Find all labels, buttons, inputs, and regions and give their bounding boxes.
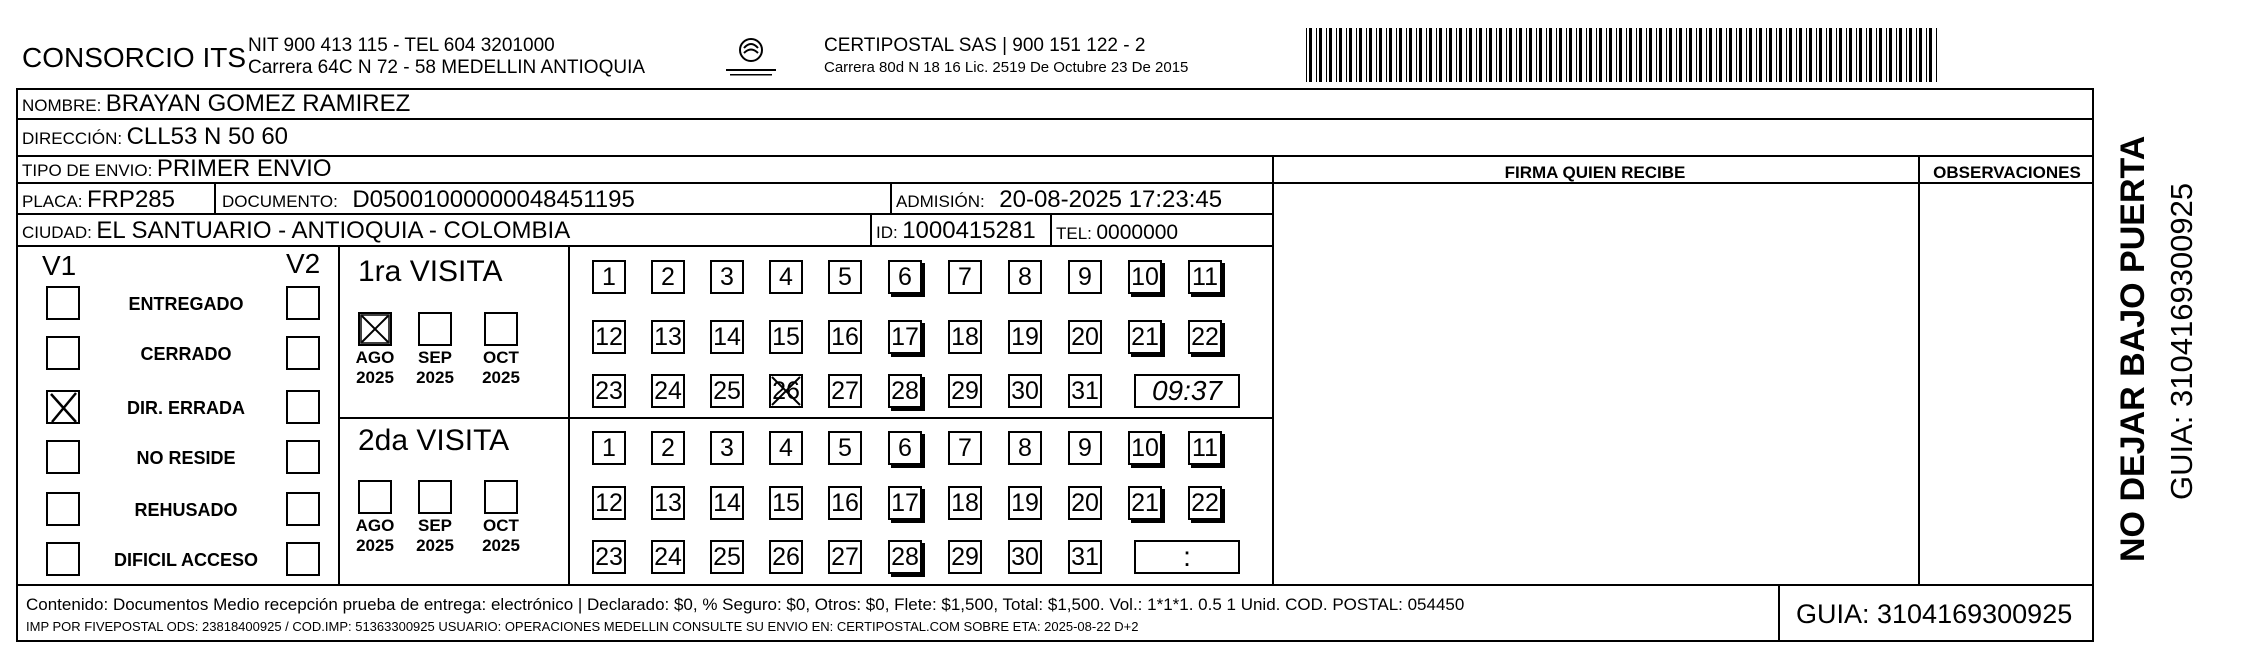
tel-row [1056,222,1178,243]
second-visit-day-box[interactable]: 26 [769,540,803,574]
company-line-1: NIT 900 413 115 - TEL 604 3201000 [248,35,555,56]
second-visit-time-box[interactable]: : [1134,540,1240,574]
direccion-label: DIRECCIÓN: [22,129,123,148]
first-visit-day-box[interactable]: 21 [1128,320,1162,354]
first-visit-day-box[interactable]: 30 [1008,374,1042,408]
v1-label: V1 [42,250,77,281]
first-visit-day-box[interactable]: 27 [828,374,862,408]
second-visit-day-box[interactable]: 15 [769,486,803,520]
first-visit-day-box[interactable]: 16 [828,320,862,354]
second-visit-day-box[interactable]: 13 [651,486,685,520]
v2-checkbox[interactable] [286,492,320,526]
side-warning: NO DEJAR BAJO PUERTA [2114,135,2152,562]
first-visit-day-box[interactable]: 24 [651,374,685,408]
v2-checkbox[interactable] [286,286,320,320]
admision-value: 20-08-2025 17:23:45 [999,186,1223,213]
second-visit-day-box[interactable]: 17 [888,486,922,520]
status-label: DIFICIL ACCESO [113,550,258,570]
first-visit-month-label: AGO 2025 [355,348,395,387]
first-visit-day-box[interactable]: 2 [651,260,685,294]
second-visit-day-box[interactable]: 27 [828,540,862,574]
first-visit-day-box[interactable]: 10 [1128,260,1162,294]
placa-label: PLACA: [22,192,83,211]
second-visit-day-box[interactable]: 2 [651,431,685,465]
ciudad-value: EL SANTUARIO - ANTIOQUIA - COLOMBIA [96,217,571,244]
tipo-label: TIPO DE ENVIO: [22,161,153,180]
footer-line-1: Contenido: Documentos Medio recepción prueba de entrega: electrónico | Declarado: $0, % Seguro: $0, Otros: $0, Flete: $1,500, Total: $1,500. Vol.: 1*1*1. 0.5 1 Unid. COD. POSTAL: 054450 [26,595,1465,614]
first-visit-day-box[interactable]: 20 [1068,320,1102,354]
first-visit-time-box[interactable]: 09:37 [1134,374,1240,408]
first-visit-title: 1ra VISITA [358,255,503,288]
first-visit-day-box[interactable]: 4 [769,260,803,294]
first-visit-day-box[interactable]: 26 [769,374,803,408]
second-visit-month-label: SEP 2025 [416,516,454,555]
first-visit-day-box[interactable]: 23 [592,374,626,408]
ciudad-label: CIUDAD: [22,223,92,242]
second-visit-day-box[interactable]: 6 [888,431,922,465]
v1-checkbox[interactable] [46,390,80,424]
second-visit-month-label: OCT 2025 [482,516,520,555]
second-visit-day-box[interactable]: 9 [1068,431,1102,465]
id-value: 1000415281 [902,217,1036,244]
second-visit-day-box[interactable]: 31 [1068,540,1102,574]
direccion-row [22,125,288,149]
first-visit-day-box[interactable]: 22 [1188,320,1222,354]
first-visit-month-label: OCT 2025 [482,348,520,387]
firma-header: FIRMA QUIEN RECIBE [1504,163,1686,182]
direccion-value: CLL53 N 50 60 [126,123,289,150]
documento-label: DOCUMENTO: [222,192,338,211]
second-visit-day-box[interactable]: 5 [828,431,862,465]
tipo-row [22,157,332,181]
tel-value: 0000000 [1096,221,1179,244]
v1-checkbox[interactable] [46,336,80,370]
first-visit-day-box[interactable]: 19 [1008,320,1042,354]
id-row [876,219,1036,243]
v1-checkbox[interactable] [46,542,80,576]
nombre-value: BRAYAN GOMEZ RAMIREZ [105,90,411,117]
x-mark-icon [46,390,80,424]
admision-label: ADMISIÓN: [896,192,985,211]
second-visit-day-box[interactable]: 30 [1008,540,1042,574]
x-mark-icon [358,312,392,346]
second-visit-day-box[interactable]: 18 [948,486,982,520]
first-visit-day-box[interactable]: 8 [1008,260,1042,294]
v1-checkbox[interactable] [46,440,80,474]
second-visit-day-box[interactable]: 16 [828,486,862,520]
id-label: ID: [876,223,898,242]
company-name: CONSORCIO ITS [22,42,247,73]
first-visit-day-box[interactable]: 17 [888,320,922,354]
documento-value: D05001000000048451195 [352,186,635,213]
second-visit-day-box[interactable]: 11 [1188,431,1222,465]
first-visit-day-box[interactable]: 28 [888,374,922,408]
status-label: ENTREGADO [128,294,244,314]
v2-checkbox[interactable] [286,390,320,424]
second-visit-title: 2da VISITA [358,424,510,457]
footer-line-2: IMP POR FIVEPOSTAL ODS: 23818400925 / COD.IMP: 51363300925 USUARIO: OPERACIONES MEDELLIN CONSULTE SU ENVIO EN: CERTIPOSTAL.COM SOBRE ETA: 2025-08-22 D+2 [26,619,1139,634]
second-visit-day-box[interactable]: 10 [1128,431,1162,465]
second-visit-day-box[interactable]: 25 [710,540,744,574]
status-label: CERRADO [140,344,232,364]
first-visit-day-box[interactable]: 31 [1068,374,1102,408]
documento-row [222,188,635,212]
second-visit-day-box[interactable]: 14 [710,486,744,520]
ciudad-row [22,219,570,243]
status-label: NO RESIDE [136,448,236,468]
observaciones-header: OBSERVACIONES [1933,163,2081,182]
first-visit-month-label: SEP 2025 [416,348,454,387]
first-visit-month-checkbox[interactable] [418,312,452,346]
second-visit-month-checkbox[interactable] [418,480,452,514]
second-visit-day-box[interactable]: 1 [592,431,626,465]
first-visit-day-box[interactable]: 12 [592,320,626,354]
first-visit-day-box[interactable]: 18 [948,320,982,354]
v2-checkbox[interactable] [286,336,320,370]
v2-checkbox[interactable] [286,440,320,474]
tipo-value: PRIMER ENVIO [156,155,332,182]
second-visit-day-box[interactable]: 29 [948,540,982,574]
barcode [1306,28,1942,82]
second-visit-day-box[interactable]: 28 [888,540,922,574]
first-visit-day-box[interactable]: 15 [769,320,803,354]
admision-row [896,188,1222,212]
second-visit-day-box[interactable]: 19 [1008,486,1042,520]
second-visit-day-box[interactable]: 4 [769,431,803,465]
second-visit-day-box[interactable]: 8 [1008,431,1042,465]
first-visit-day-box[interactable]: 29 [948,374,982,408]
second-visit-day-box[interactable]: 21 [1128,486,1162,520]
v1-checkbox[interactable] [46,286,80,320]
second-visit-month-checkbox[interactable] [484,480,518,514]
second-visit-day-box[interactable]: 24 [651,540,685,574]
first-visit-day-box[interactable]: 3 [710,260,744,294]
v2-checkbox[interactable] [286,542,320,576]
certipostal-logo [720,36,782,82]
second-visit-month-label: AGO 2025 [355,516,395,555]
carrier-line-1: CERTIPOSTAL SAS | 900 151 122 - 2 [824,35,1146,56]
placa-row [22,188,175,212]
first-visit-day-box[interactable]: 9 [1068,260,1102,294]
first-visit-day-box[interactable]: 11 [1188,260,1222,294]
first-visit-month-checkbox[interactable] [358,312,392,346]
second-visit-month-checkbox[interactable] [358,480,392,514]
first-visit-day-box[interactable]: 25 [710,374,744,408]
status-label: REHUSADO [134,500,238,520]
carrier-line-2: Carrera 80d N 18 16 Lic. 2519 De Octubre 23 De 2015 [824,59,1189,76]
second-visit-day-box[interactable]: 20 [1068,486,1102,520]
footer-guia: GUIA: 3104169300925 [1796,599,2073,629]
side-guia: GUIA: 3104169300925 [2164,182,2199,500]
tel-label: TEL: [1056,224,1092,243]
first-visit-day-box[interactable]: 1 [592,260,626,294]
v1-checkbox[interactable] [46,492,80,526]
status-label: DIR. ERRADA [126,398,245,418]
nombre-label: NOMBRE: [22,96,102,115]
first-visit-day-box[interactable]: 14 [710,320,744,354]
nombre-row [22,92,410,116]
placa-value: FRP285 [86,186,175,213]
company-line-2: Carrera 64C N 72 - 58 MEDELLIN ANTIOQUIA [248,57,646,78]
second-visit-day-box[interactable]: 23 [592,540,626,574]
x-mark-icon [769,374,803,408]
first-visit-day-box[interactable]: 5 [828,260,862,294]
second-visit-day-box[interactable]: 7 [948,431,982,465]
first-visit-day-box[interactable]: 13 [651,320,685,354]
v2-label: V2 [286,248,321,279]
first-visit-month-checkbox[interactable] [484,312,518,346]
first-visit-day-box[interactable]: 6 [888,260,922,294]
second-visit-day-box[interactable]: 22 [1188,486,1222,520]
second-visit-day-box[interactable]: 3 [710,431,744,465]
second-visit-day-box[interactable]: 12 [592,486,626,520]
first-visit-day-box[interactable]: 7 [948,260,982,294]
